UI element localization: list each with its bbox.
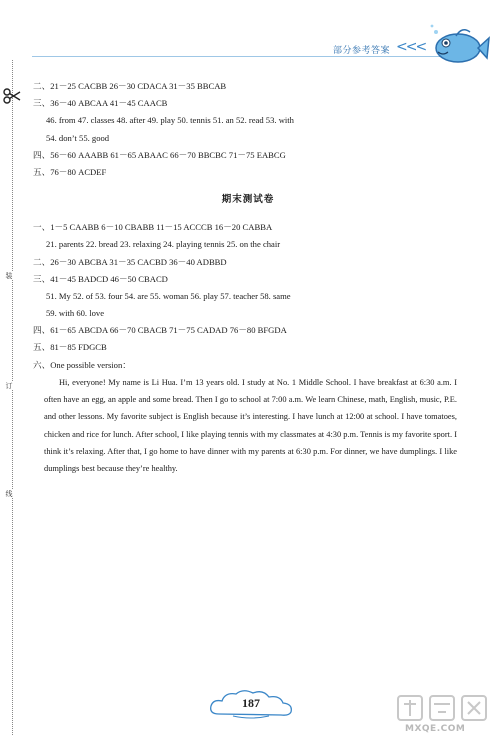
margin-label-line: 线	[5, 490, 13, 497]
chevrons-icon: <<<	[396, 39, 426, 55]
answer-line: 三、36－40 ABCAA 41－45 CAACB	[33, 98, 168, 109]
answer-line: 46. from 47. classes 48. after 49. play 50. tennis 51. an 52. read 53. with	[46, 115, 294, 126]
answer-line: 二、26－30 ABCBA 31－35 CACBD 36－40 ADBBD	[33, 256, 227, 267]
answer-line: 四、61－65 ABCDA 66－70 CBACB 71－75 CADAD 76－80 BFGDA	[33, 325, 287, 336]
answer-line: 二、21－25 CACBB 26－30 CDACA 31－35 BBCAB	[33, 81, 227, 91]
answer-line: 59. with 60. love	[46, 308, 105, 319]
answer-line: 四、56－60 AAABB 61－65 ABAAC 66－70 BBCBC 71－75 EABCG	[33, 149, 286, 160]
watermark-text: MXQE.COM	[405, 724, 466, 734]
answer-line: 五、81－85 FDGCB	[33, 342, 107, 353]
page-number: 187	[242, 696, 260, 710]
header-rule	[32, 56, 452, 57]
answer-line: 54. don’t 55. good	[46, 132, 110, 143]
header-label: 部分参考答案	[333, 46, 391, 56]
fish-mascot-icon	[428, 22, 490, 70]
margin-label-bind: 装	[5, 272, 13, 279]
answer-line: 一、1－5 CAABB 6－10 CBABB 11－15 ACCCB 16－20 CABBA	[33, 222, 273, 233]
answer-line: 21. parents 22. bread 23. relaxing 24. playing tennis 25. on the chair	[46, 239, 281, 250]
section-title: 期末测试卷	[221, 194, 275, 206]
sample-essay: Hi, everyone! My name is Li Hua. I’m 13 years old. I study at No. 1 Middle School. I have breakfast at 6:30 a.m. I often have an egg, an apple and some bread. Then I go to school at 7:00 a.m. We learn Chinese, math, English, music, P.E. and other lessons. My favorite subject is English because it’s interesting. I have lunch at 12:00 at school. I have tomatoes, chicken and rice for lunch. After school, I like playing tennis with my classmates at 4:30 p.m. Tennis is my favorite sport. I think it’s relaxing. After that, I go home to have dinner with my parents at 6:30 p.m. For dinner, we have dumplings. I like dumplings best because they’re healthy.	[44, 377, 457, 474]
scissors-icon	[3, 88, 21, 104]
answer-line: 五、76－80 ACDEF	[33, 166, 107, 177]
answer-line: 六、One possible version：	[33, 359, 131, 370]
answer-line: 51. My 52. of 53. four 54. are 55. woman 56. play 57. teacher 58. same	[46, 290, 291, 301]
answer-content	[33, 78, 463, 478]
cut-line	[12, 60, 13, 735]
answer-line: 三、41－45 BADCD 46－50 CBACD	[33, 273, 168, 284]
margin-label-staple: 订	[5, 382, 13, 389]
